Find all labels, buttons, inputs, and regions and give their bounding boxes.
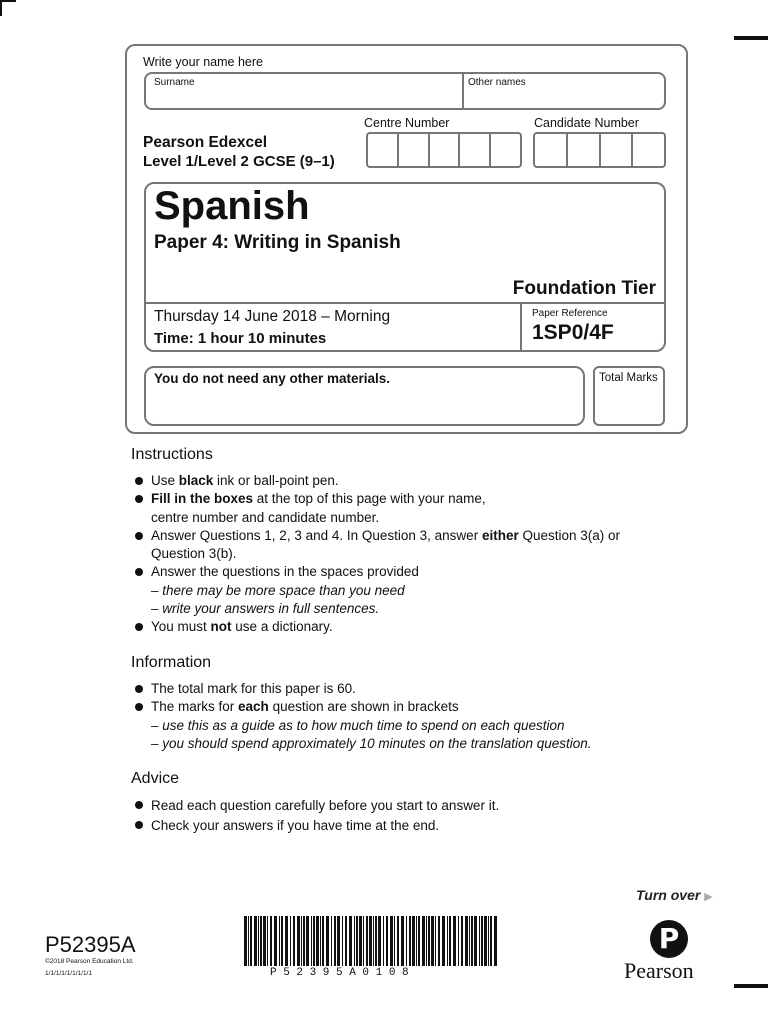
list-item: – there may be more space than you need	[151, 582, 405, 598]
list-item: – use this as a guide as to how much time to spend on each question	[151, 717, 565, 733]
total-marks-box	[593, 366, 665, 426]
list-item: You must not use a dictionary.	[133, 618, 673, 636]
title-box	[144, 182, 666, 352]
instructions-list	[133, 472, 673, 637]
crop-mark	[0, 0, 16, 2]
information-heading: Information	[131, 654, 212, 671]
pearson-logo-text: Pearson	[624, 958, 694, 983]
paper-code: P52395A	[45, 932, 136, 957]
barcode-text: P 5 2 3 9 5 A 0 1 0 8	[270, 967, 409, 979]
list-item: Answer Questions 1, 2, 3 and 4. In Question 3, answer either Question 3(a) or	[133, 527, 673, 545]
list-item: Answer the questions in the spaces provided	[133, 563, 673, 581]
list-item: centre number and candidate number.	[151, 509, 380, 525]
list-item: Check your answers if you have time at the end.	[133, 816, 673, 836]
centre-number-boxes[interactable]	[366, 132, 522, 168]
centre-number-label: Centre Number	[364, 116, 450, 130]
write-name-label: Write your name here	[143, 55, 263, 69]
candidate-number-boxes[interactable]	[533, 132, 666, 168]
paper-reference: 1SP0/4F	[532, 321, 614, 344]
exam-time: Time: 1 hour 10 minutes	[154, 330, 327, 347]
materials-box	[144, 366, 585, 426]
list-item: Question 3(b).	[151, 546, 237, 562]
crop-mark	[0, 0, 2, 16]
candidate-number-label: Candidate Number	[534, 116, 639, 130]
copyright: ©2018 Pearson Education Ltd.	[45, 958, 134, 965]
margin-mark	[734, 984, 768, 988]
print-code: 1/1/1/1/1/1/1/1/1	[45, 970, 92, 977]
play-arrow-icon: ▶	[704, 891, 713, 903]
list-item: The total mark for this paper is 60.	[133, 680, 673, 698]
list-item: The marks for each question are shown in brackets	[133, 698, 673, 716]
list-item: Use black ink or ball-point pen.	[133, 472, 673, 490]
instructions-heading: Instructions	[131, 446, 213, 463]
other-names-label: Other names	[468, 77, 526, 88]
other-names-input[interactable]	[466, 91, 660, 107]
paper-title: Paper 4: Writing in Spanish	[154, 232, 401, 253]
list-item: Fill in the boxes at the top of this page with your name,	[133, 490, 673, 508]
pearson-p-icon: P	[658, 922, 680, 955]
list-item: Read each question carefully before you start to answer it.	[133, 796, 673, 816]
list-item: – you should spend approximately 10 minutes on the translation question.	[151, 735, 592, 751]
barcode	[242, 916, 502, 968]
materials-note: You do not need any other materials.	[154, 371, 391, 386]
information-list	[133, 680, 673, 753]
list-item: – write your answers in full sentences.	[151, 601, 380, 617]
turn-over: Turn over ▶	[636, 887, 713, 903]
advice-heading: Advice	[131, 770, 180, 787]
margin-mark	[734, 36, 768, 40]
tier-label: Foundation Tier	[512, 278, 656, 299]
exam-date: Thursday 14 June 2018 – Morning	[154, 308, 391, 325]
surname-label: Surname	[154, 77, 195, 88]
paper-reference-label: Paper Reference	[532, 308, 608, 319]
surname-input[interactable]	[152, 91, 452, 107]
exam-board: Pearson Edexcel	[143, 134, 268, 151]
advice-list	[133, 796, 673, 836]
subject-title: Spanish	[154, 184, 310, 228]
total-marks-label: Total Marks	[599, 372, 658, 384]
qualification-level: Level 1/Level 2 GCSE (9–1)	[143, 153, 335, 170]
